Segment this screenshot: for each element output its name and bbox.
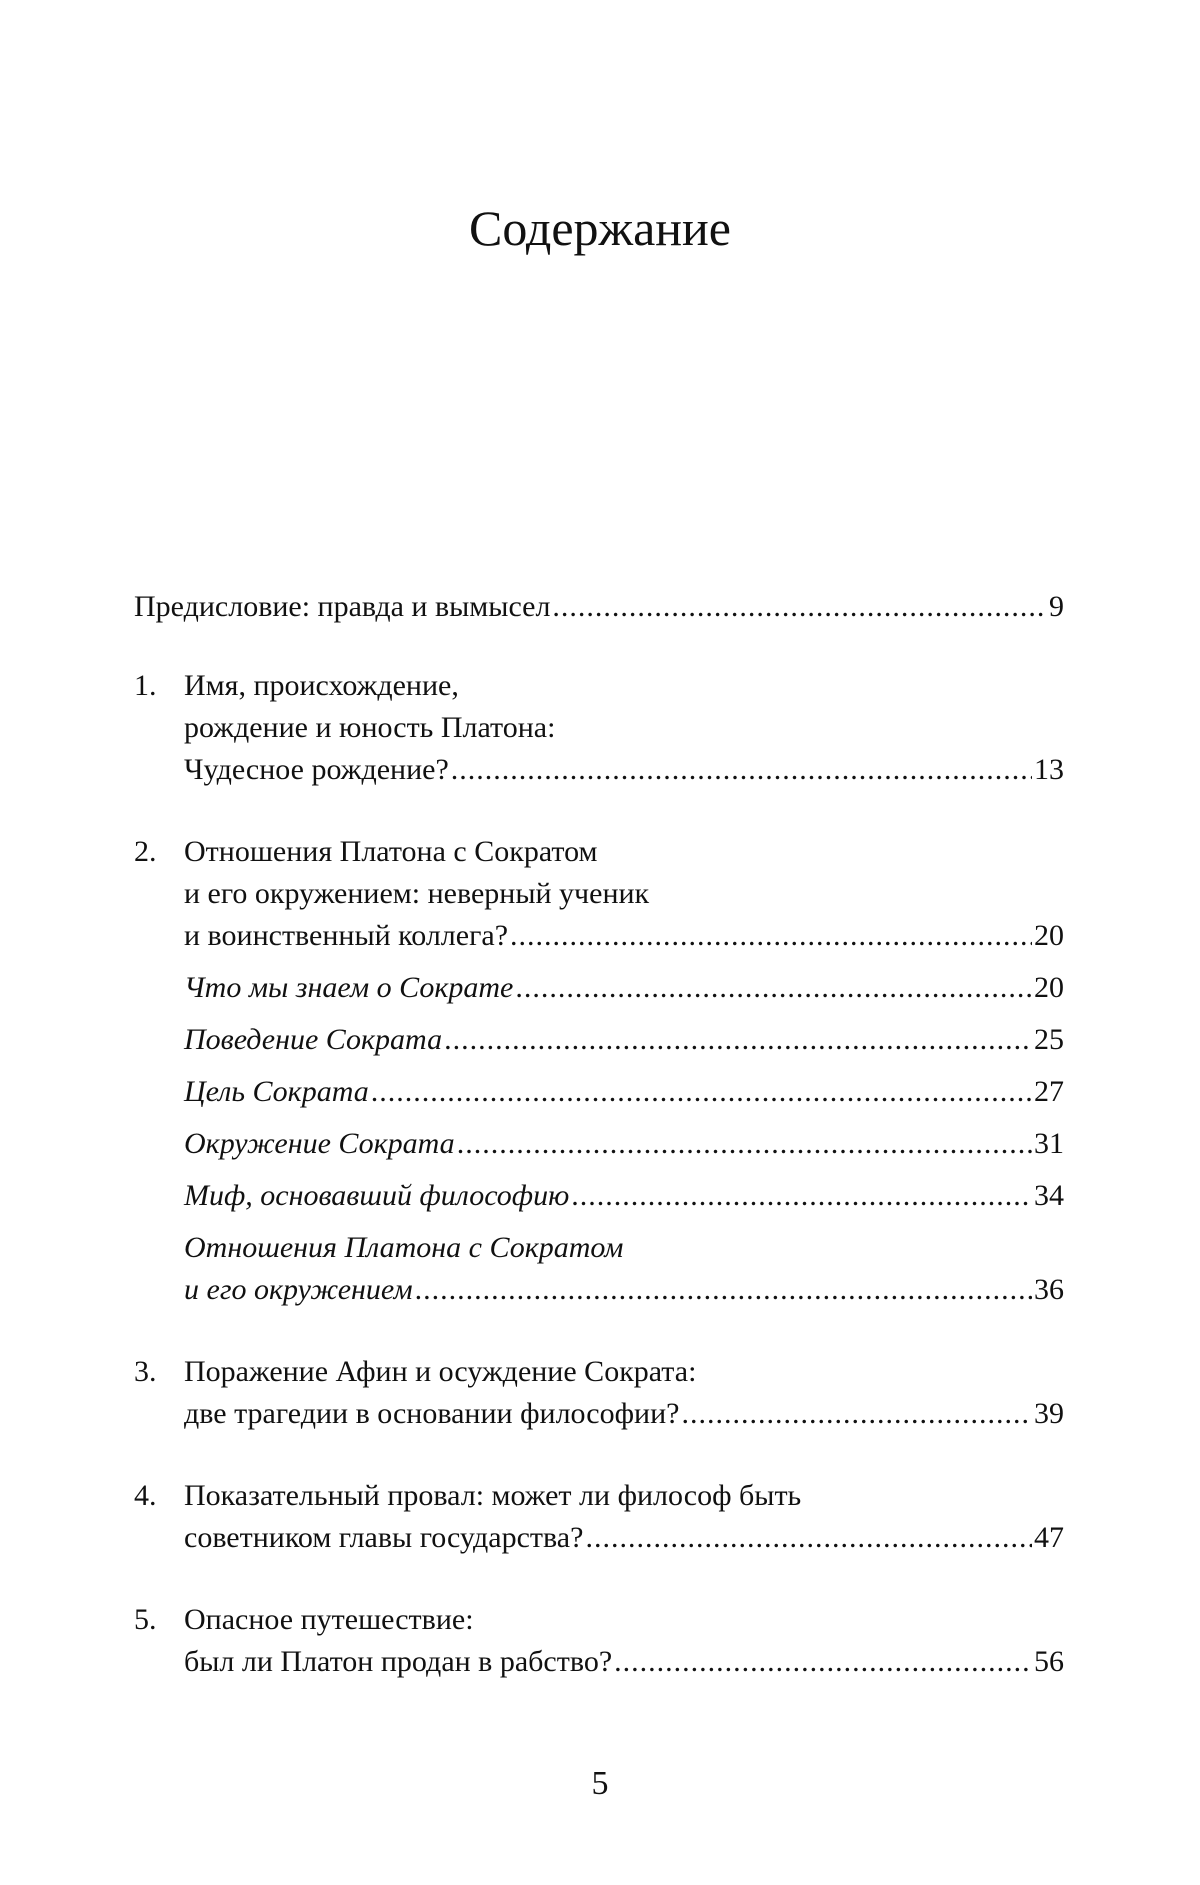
- dot-leader: [415, 1269, 1032, 1311]
- dot-leader: [371, 1071, 1032, 1113]
- toc-subentry: [134, 1123, 1064, 1165]
- dot-leader: [457, 1123, 1032, 1165]
- toc-page-number: 9: [1049, 590, 1064, 623]
- table-of-contents: [134, 586, 1064, 1683]
- toc-entry-preface: [134, 586, 1064, 628]
- toc-entry-title-line: рождение и юность Платона:: [184, 711, 556, 744]
- dot-leader: [571, 1175, 1032, 1217]
- dot-leader: [515, 967, 1032, 1009]
- toc-entry-title: Предисловие: правда и вымысел: [134, 590, 551, 623]
- toc-entry-title-line: советником главы государства?: [184, 1521, 584, 1554]
- toc-entry-title-line: и его окружением: неверный ученик: [184, 877, 650, 910]
- page-title: Содержание: [469, 200, 731, 256]
- toc-entry-title-line: две трагедии в основании философии?: [184, 1397, 680, 1430]
- toc-page-number: 25: [1034, 1023, 1064, 1056]
- toc-subentry-title: Что мы знаем о Сократе: [184, 971, 514, 1004]
- toc-page-number: 34: [1034, 1179, 1064, 1212]
- toc-page-number: 31: [1034, 1127, 1064, 1160]
- toc-page-number: 13: [1034, 753, 1064, 786]
- chapter-number: 3.: [134, 1355, 157, 1388]
- chapter-number: 4.: [134, 1479, 157, 1512]
- toc-entry-title-line: был ли Платон продан в рабство?: [184, 1645, 613, 1678]
- toc-page-number: 20: [1034, 919, 1064, 952]
- toc-entry-chapter-5: [134, 1599, 1064, 1683]
- toc-subentry: [134, 1019, 1064, 1061]
- chapter-number: 1.: [134, 669, 157, 702]
- toc-page-number: 47: [1034, 1521, 1064, 1554]
- dot-leader: [552, 586, 1047, 628]
- toc-subentry-title: Окружение Сократа: [184, 1127, 455, 1160]
- toc-entry-title-line: и воинственный коллега?: [184, 919, 509, 952]
- toc-entry-title-line: Имя, происхождение,: [184, 669, 459, 702]
- dot-leader: [451, 749, 1032, 791]
- toc-entry-chapter-1: [134, 665, 1064, 791]
- toc-entry-title-line: Показательный провал: может ли философ быть: [184, 1479, 802, 1512]
- toc-subentry: [134, 1071, 1064, 1113]
- toc-entry-title-line: Чудесное рождение?: [184, 753, 449, 786]
- toc-subentry: [134, 967, 1064, 1009]
- page-number: 5: [591, 1765, 609, 1802]
- toc-subentry: [134, 1227, 1064, 1311]
- toc-subentry-title: Поведение Сократа: [184, 1023, 443, 1056]
- toc-page-number: 56: [1034, 1645, 1064, 1678]
- toc-page-number: 20: [1034, 971, 1064, 1004]
- toc-subentry-title-line: Отношения Платона с Сократом: [184, 1231, 624, 1264]
- toc-entry-chapter-4: [134, 1475, 1064, 1559]
- dot-leader: [510, 915, 1032, 957]
- dot-leader: [614, 1641, 1032, 1683]
- toc-subentry-title: Цель Сократа: [184, 1075, 369, 1108]
- chapter-number: 5.: [134, 1603, 157, 1636]
- toc-entry-chapter-2: [134, 831, 1064, 1311]
- toc-entry-title-line: Опасное путешествие:: [184, 1603, 474, 1636]
- toc-page-number: 27: [1034, 1075, 1064, 1108]
- toc-page-number: 39: [1034, 1397, 1064, 1430]
- dot-leader: [444, 1019, 1032, 1061]
- toc-subentry-title-line: и его окружением: [184, 1273, 413, 1306]
- toc-page-number: 36: [1034, 1273, 1064, 1306]
- chapter-number: 2.: [134, 835, 157, 868]
- toc-entry-title-line: Отношения Платона с Сократом: [184, 835, 598, 868]
- dot-leader: [681, 1393, 1032, 1435]
- toc-subentry: [134, 1175, 1064, 1217]
- toc-entry-chapter-3: [134, 1351, 1064, 1435]
- toc-entry-title-line: Поражение Афин и осуждение Сократа:: [184, 1355, 697, 1388]
- toc-subentry-title: Миф, основавший философию: [184, 1179, 570, 1212]
- dot-leader: [585, 1517, 1032, 1559]
